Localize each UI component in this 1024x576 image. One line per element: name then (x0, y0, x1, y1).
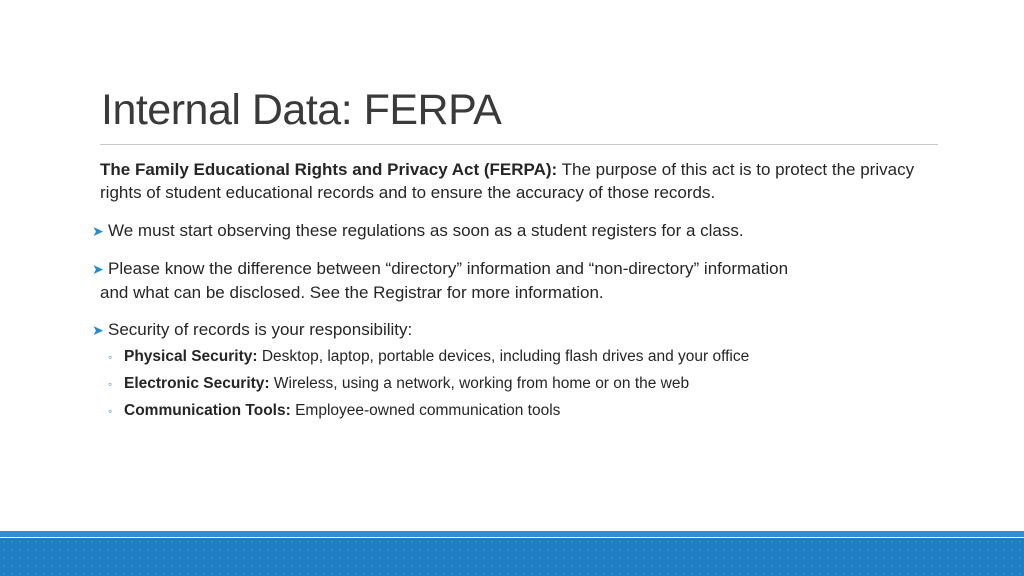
arrow-bullet-icon: ➤ (92, 261, 104, 277)
bullet-text: Please know the difference between “directory” information and “non-directory” information (108, 259, 789, 278)
intro-text: The purpose of this act is to protect the privacy rights of student educational records and to ensure the accuracy of those records. (100, 160, 915, 202)
bullet-continuation: and what can be disclosed. See the Registrar for more information. (100, 283, 604, 302)
sub-bullet-text: Desktop, laptop, portable devices, including flash drives and your office (257, 348, 750, 365)
intro-paragraph (100, 158, 945, 204)
circle-bullet-icon: ◦ (108, 377, 113, 391)
sub-bullet-item (108, 345, 749, 369)
sub-bullet-label: Communication Tools: (124, 402, 291, 419)
circle-bullet-icon: ◦ (108, 404, 113, 418)
title-divider (100, 144, 938, 145)
circle-bullet-icon: ◦ (108, 350, 113, 364)
slide-title: Internal Data: FERPA (101, 86, 502, 134)
footer-bar (0, 538, 1024, 576)
sub-bullet-label: Physical Security: (124, 348, 258, 365)
arrow-bullet-icon: ➤ (92, 322, 104, 338)
arrow-bullet-icon: ➤ (92, 223, 104, 239)
sub-bullet-text: Wireless, using a network, working from home or on the web (269, 375, 690, 392)
bullet-item (92, 318, 942, 342)
footer-accent-line (0, 531, 1024, 537)
sub-bullet-item (108, 399, 560, 423)
bullet-item (92, 257, 942, 304)
sub-bullet-label: Electronic Security: (124, 375, 270, 392)
sub-bullet-text: Employee-owned communication tools (290, 402, 561, 419)
bullet-text: We must start observing these regulations as soon as a student registers for a class. (108, 221, 744, 240)
sub-bullet-item (108, 372, 689, 396)
intro-lead: The Family Educational Rights and Privacy Act (FERPA): (100, 160, 558, 179)
bullet-item (92, 219, 942, 243)
bullet-text: Security of records is your responsibility: (108, 320, 413, 339)
